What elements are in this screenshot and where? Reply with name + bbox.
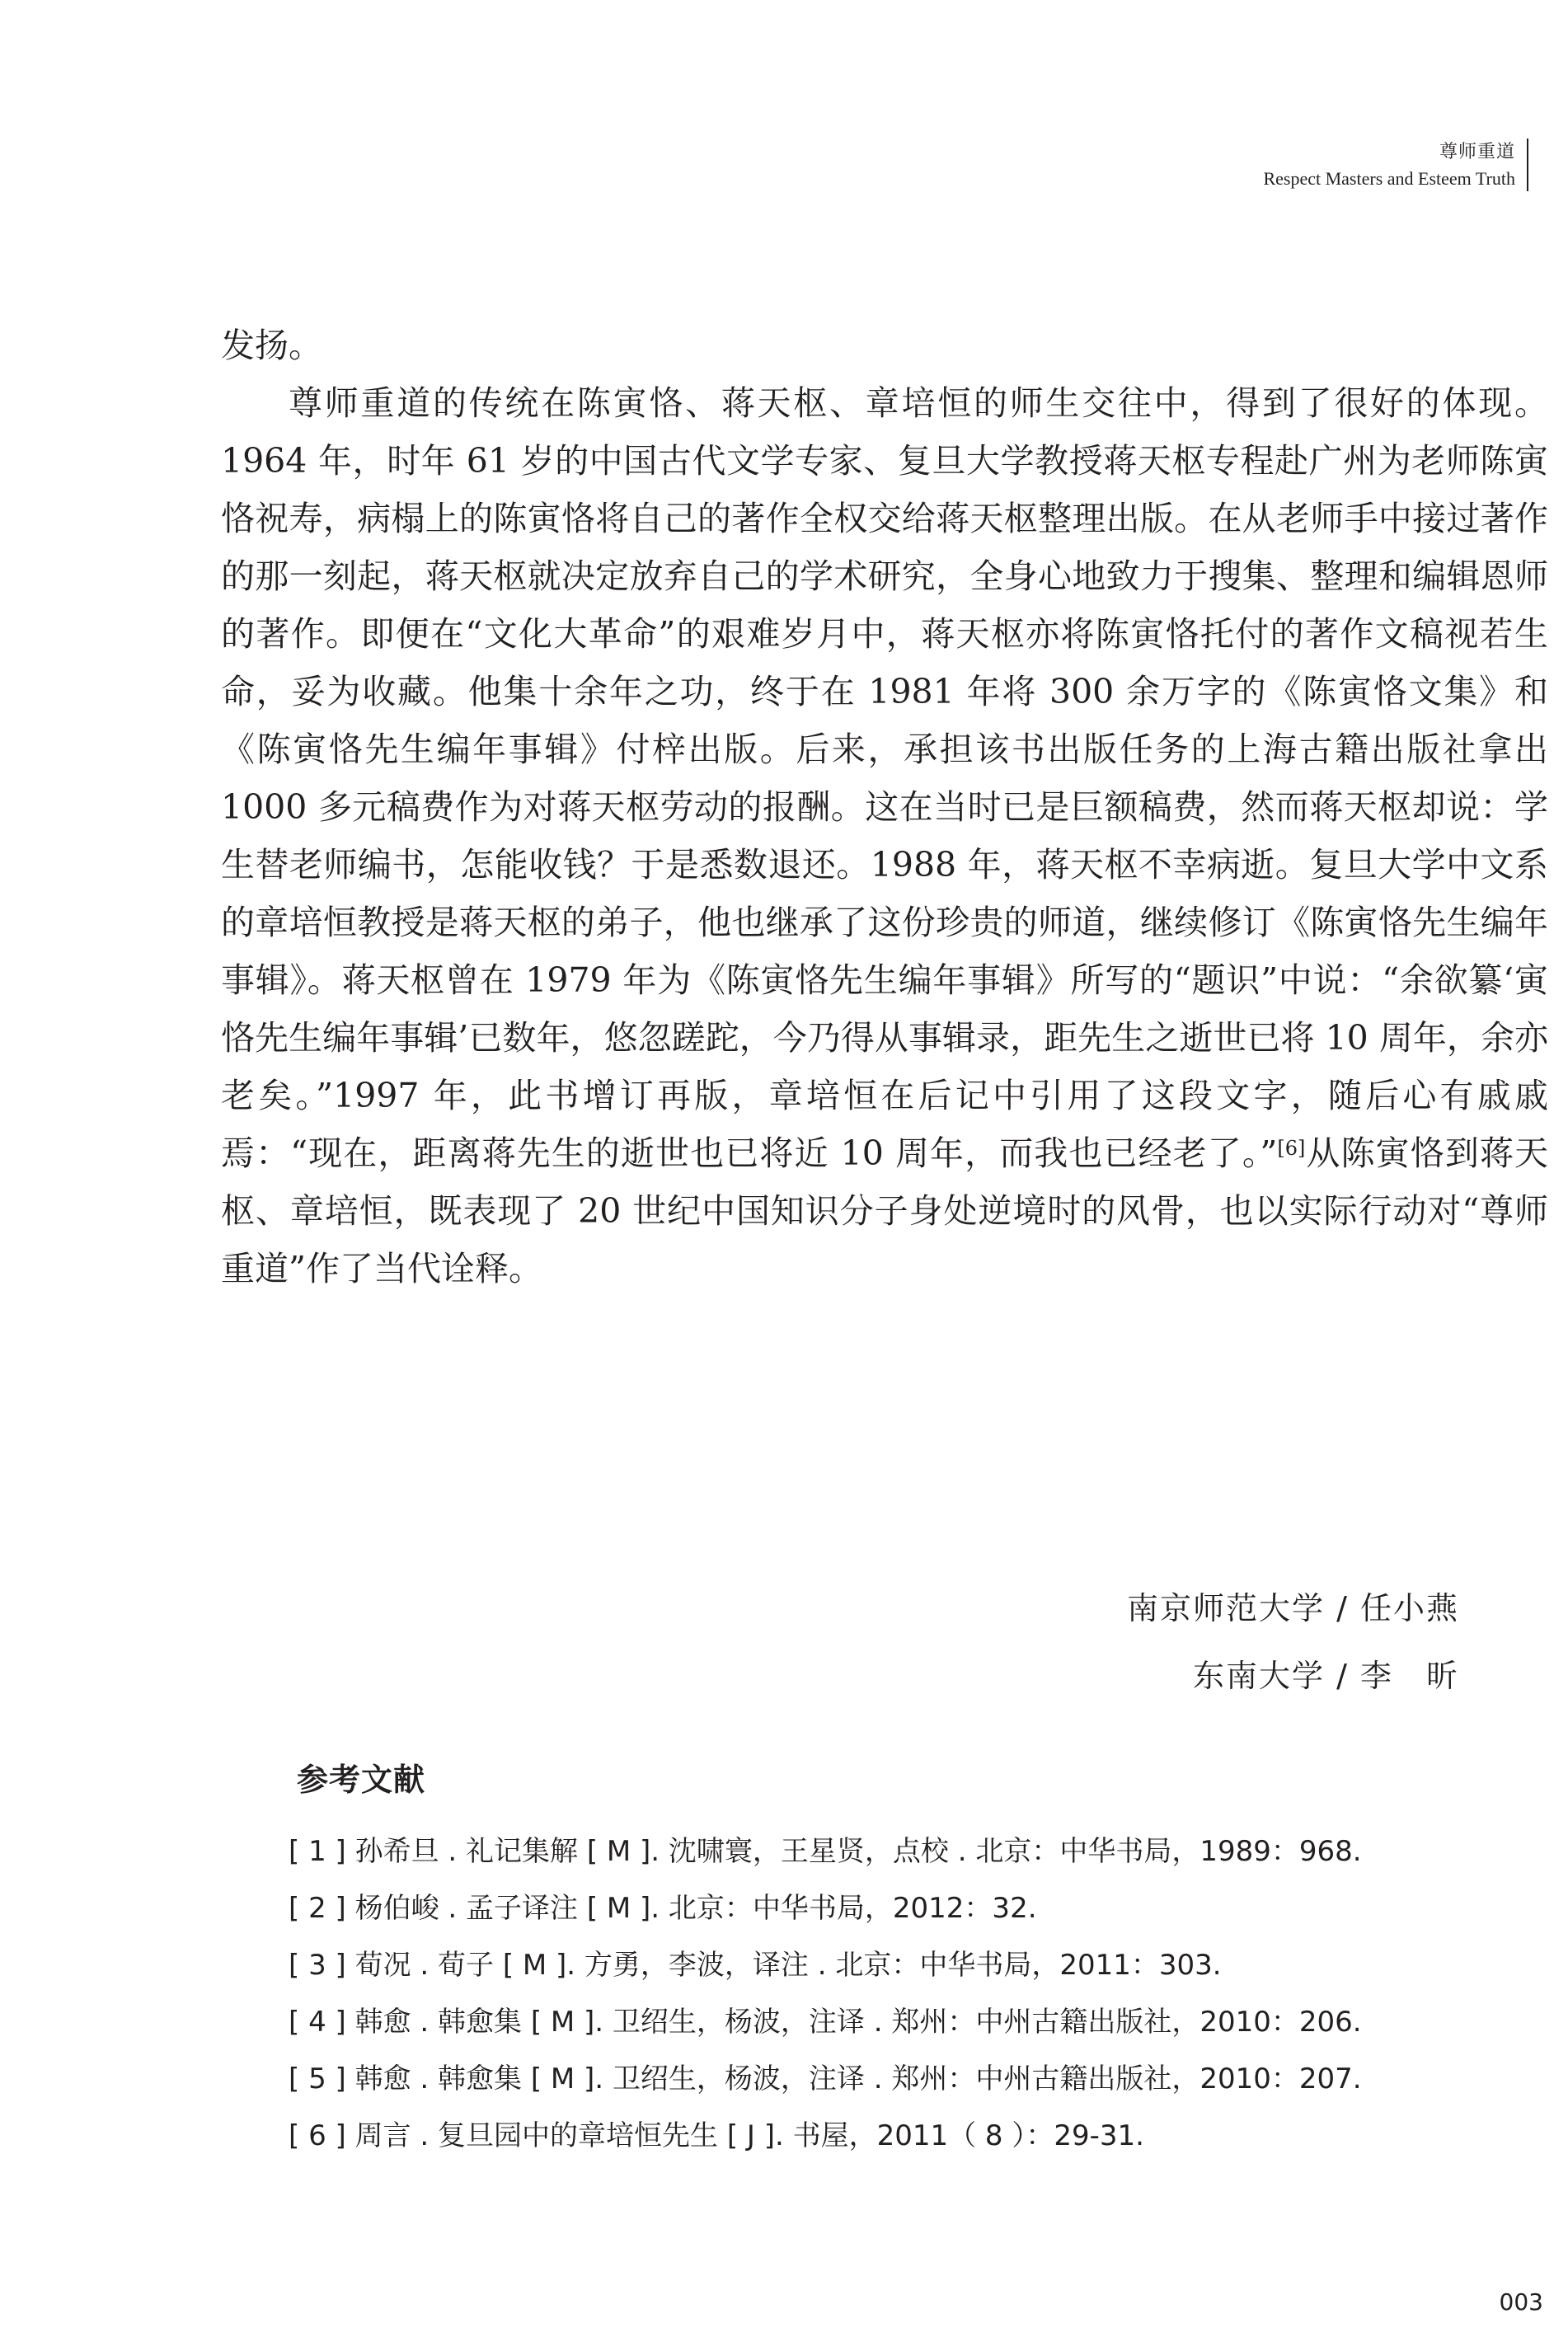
running-head-title-zh: 尊师重道 <box>1439 142 1515 162</box>
reference-item: [ 2 ] 杨伯峻 . 孟子译注 [ M ]. 北京：中华书局，2012：32. <box>289 1892 1037 1925</box>
reference-item: [ 4 ] 韩愈 . 韩愈集 [ M ]. 卫绍生，杨波，注译 . 郑州：中州古籍出版社，2010：206. <box>289 2006 1362 2039</box>
reference-item: [ 3 ] 荀况 . 荀子 [ M ]. 方勇，李波，译注 . 北京：中华书局，2011：303. <box>289 1949 1222 1982</box>
author-line-2: 东南大学 / 李 昕 <box>1193 1658 1459 1694</box>
reference-item: [ 1 ] 孙希旦 . 礼记集解 [ M ]. 沈啸寰，王星贤，点校 . 北京：中华书局，1989：968. <box>289 1835 1362 1868</box>
references-list <box>289 1823 1525 2165</box>
running-head-title-en: Respect Masters and Esteem Truth <box>1263 168 1515 189</box>
references-heading: 参考文献 <box>297 1762 426 1798</box>
paragraph-text-part-1: 尊师重道的传统在陈寅恪、蒋天枢、章培恒的师生交往中，得到了很好的体现。1964 年，时年 61 岁的中国古代文学专家、复旦大学教授蒋天枢专程赴广州为老师陈寅恪祝寿，病榻上的陈寅恪将自己的著作全权交给蒋天枢整理出版。在从老师手中接过著作的那一刻起，蒋天枢就决定放弃自己的学术研究，全身心地致力于搜集、整理和编辑恩师的著作。即便在“文化大革命”的艰难岁月中，蒋天枢亦将陈寅恪托付的著作文稿视若生命，妥为收藏。他集十余年之功，终于在 1981 年将 300 余万字的《陈寅恪文集》和《陈寅恪先生编年事辑》付梓出版。后来，承担该书出版任务的上海古籍出版社拿出 1000 多元稿费作为对蒋天枢劳动的报酬。这在当时已是巨额稿费，然而蒋天枢却说：学生替老师编书，怎能收钱？于是悉数退还。1988 年，蒋天枢不幸病逝。复旦大学中文系的章培恒教授是蒋天枢的弟子，他也继承了这份珍贵的师道，继续修订《陈寅恪先生编年事辑》。蒋天枢曾在 1979 年为《陈寅恪先生编年事辑》所写的“题识”中说：“余欲纂‘寅恪先生编年事辑’已数年，悠忽蹉跎，今乃得从事辑录，距先生之逝世已将 10 周年，余亦老矣。”1997 年，此书增订再版，章培恒在后记中引用了这段文字，随后心有戚戚焉：“现在，距离蒋先生的逝世也已将近 10 周年，而我也已经老了。” <box>221 383 1548 1173</box>
page-number: 003 <box>1499 2288 1543 2316</box>
reference-item: [ 6 ] 周言 . 复旦园中的章培恒先生 [ J ]. 书屋，2011（ 8 ）：29-31. <box>289 2119 1144 2152</box>
citation-marker: [6] <box>1277 1137 1306 1160</box>
reference-item: [ 5 ] 韩愈 . 韩愈集 [ M ]. 卫绍生，杨波，注译 . 郑州：中州古籍出版社，2010：207. <box>289 2062 1362 2095</box>
body-text <box>221 317 1548 1298</box>
paragraph-text-part-2: 从陈寅恪到蒋天枢、章培恒，既表现了 20 世纪中国知识分子身处逆境时的风骨，也以实际行动对“尊师重道”作了当代诠释。 <box>221 1133 1549 1288</box>
continued-paragraph: 发扬。 <box>221 326 322 365</box>
author-line-1: 南京师范大学 / 任小燕 <box>1127 1590 1459 1626</box>
running-head <box>1263 138 1528 191</box>
main-paragraph <box>221 374 1548 1298</box>
